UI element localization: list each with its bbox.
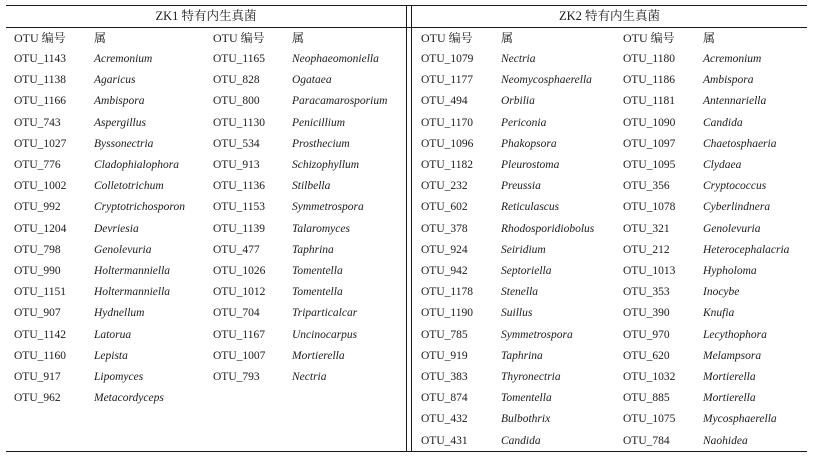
genus-cell: Melampsora (703, 349, 762, 362)
genus-cell: Mortierella (292, 349, 345, 362)
otu-id-cell: OTU_942 (421, 265, 468, 277)
genus-cell: Rhodosporidiobolus (501, 222, 595, 235)
genus-cell: Periconia (501, 116, 547, 129)
otu-id-cell: OTU_431 (421, 434, 468, 447)
section-divider-left (406, 5, 407, 452)
otu-id-cell: OTU_1097 (623, 137, 676, 150)
genus-cell: Stilbella (292, 180, 331, 193)
genus-cell: Hypholoma (703, 265, 757, 277)
zk1-header-otu-2: OTU 编号 (213, 31, 265, 45)
otu-id-cell: OTU_1136 (213, 180, 265, 193)
otu-id-cell: OTU_1151 (14, 286, 66, 299)
genus-cell: Byssonectria (94, 137, 154, 150)
zk2-header-otu-2: OTU 编号 (623, 31, 675, 45)
genus-cell: Triparticalcar (292, 307, 358, 320)
otu-id-cell: OTU_1166 (14, 95, 66, 108)
otu-id-cell: OTU_383 (421, 371, 468, 383)
otu-id-cell: OTU_1204 (14, 222, 67, 235)
otu-id-cell: OTU_534 (213, 137, 260, 150)
genus-cell: Orbilia (501, 95, 535, 108)
genus-cell: Colletotrichum (94, 180, 164, 193)
genus-cell: Lepista (94, 349, 128, 362)
genus-cell: Mycosphaerella (703, 413, 777, 426)
genus-cell: Naohidea (703, 434, 748, 447)
otu-id-cell: OTU_785 (421, 328, 468, 341)
genus-cell: Taphrina (501, 349, 543, 362)
genus-cell: Paracamarosporium (292, 95, 388, 108)
otu-id-cell: OTU_1013 (623, 265, 676, 277)
zk1-header-otu-1: OTU 编号 (14, 31, 66, 45)
genus-cell: Mortierella (703, 371, 756, 383)
otu-id-cell: OTU_1075 (623, 413, 676, 426)
otu-id-cell: OTU_1143 (14, 53, 66, 65)
genus-cell: Latorua (94, 328, 132, 341)
otu-id-cell: OTU_924 (421, 243, 468, 256)
otu-id-cell: OTU_1090 (623, 116, 676, 129)
otu-id-cell: OTU_990 (14, 265, 61, 277)
genus-cell: Aspergillus (94, 116, 146, 129)
otu-id-cell: OTU_793 (213, 371, 260, 383)
genus-cell: Cladophialophora (94, 159, 179, 171)
otu-id-cell: OTU_1182 (421, 159, 473, 171)
otu-id-cell: OTU_798 (14, 243, 61, 256)
genus-cell: Pleurostoma (501, 159, 560, 171)
zk1-header-genus-2: 属 (292, 31, 305, 45)
genus-cell: Preussia (501, 180, 541, 193)
genus-cell: Hydnellum (94, 307, 145, 320)
zk2-header-genus-2: 属 (703, 31, 716, 45)
genus-cell: Neomycosphaerella (501, 74, 592, 87)
otu-id-cell: OTU_917 (14, 371, 61, 383)
genus-cell: Devriesia (94, 222, 139, 235)
otu-id-cell: OTU_1165 (213, 53, 265, 65)
genus-cell: Cryptotrichosporon (94, 201, 185, 214)
otu-id-cell: OTU_602 (421, 201, 468, 214)
genus-cell: Symmetrospora (292, 201, 364, 214)
otu-id-cell: OTU_1007 (213, 349, 266, 362)
otu-id-cell: OTU_1180 (623, 53, 675, 65)
zk2-header-otu-1: OTU 编号 (421, 31, 473, 45)
otu-id-cell: OTU_1096 (421, 137, 474, 150)
genus-cell: Genolevuria (94, 243, 152, 256)
otu-id-cell: OTU_353 (623, 286, 670, 299)
otu-id-cell: OTU_1178 (421, 286, 473, 299)
otu-id-cell: OTU_1002 (14, 180, 67, 193)
otu-id-cell: OTU_1167 (213, 328, 265, 341)
otu-id-cell: OTU_800 (213, 95, 260, 108)
otu-id-cell: OTU_1139 (213, 222, 265, 235)
otu-id-cell: OTU_356 (623, 180, 670, 193)
section-divider-right (411, 5, 412, 452)
otu-id-cell: OTU_885 (623, 392, 670, 405)
otu-id-cell: OTU_1181 (623, 95, 675, 108)
otu-id-cell: OTU_1186 (623, 74, 675, 87)
genus-cell: Nectria (292, 371, 327, 383)
otu-id-cell: OTU_620 (623, 349, 670, 362)
otu-id-cell: OTU_1190 (421, 307, 473, 320)
otu-id-cell: OTU_390 (623, 307, 670, 320)
otu-id-cell: OTU_1160 (14, 349, 66, 362)
otu-id-cell: OTU_1177 (421, 74, 473, 87)
genus-cell: Ogataea (292, 74, 332, 87)
otu-id-cell: OTU_992 (14, 201, 61, 214)
otu-id-cell: OTU_1130 (213, 116, 265, 129)
otu-id-cell: OTU_1032 (623, 371, 676, 383)
genus-cell: Schizophyllum (292, 159, 360, 171)
otu-id-cell: OTU_970 (623, 328, 670, 341)
otu-id-cell: OTU_477 (213, 243, 260, 256)
genus-cell: Acremonium (703, 53, 762, 65)
otu-id-cell: OTU_1142 (14, 328, 66, 341)
otu-id-cell: OTU_432 (421, 413, 468, 426)
genus-cell: Candida (703, 116, 743, 129)
otu-id-cell: OTU_919 (421, 349, 468, 362)
genus-cell: Candida (501, 434, 541, 447)
genus-cell: Agaricus (94, 74, 136, 87)
otu-id-cell: OTU_494 (421, 95, 468, 108)
genus-cell: Prosthecium (292, 137, 350, 150)
genus-cell: Tomentella (501, 392, 552, 405)
otu-id-cell: OTU_784 (623, 434, 670, 447)
genus-cell: Taphrina (292, 243, 334, 256)
genus-cell: Cyberlindnera (703, 201, 771, 214)
genus-cell: Ambispora (94, 95, 145, 108)
otu-id-cell: OTU_232 (421, 180, 468, 193)
genus-cell: Mortierella (703, 392, 756, 405)
otu-id-cell: OTU_1027 (14, 137, 67, 150)
genus-cell: Phakopsora (501, 137, 557, 150)
genus-cell: Septoriella (501, 265, 552, 277)
genus-cell: Nectria (501, 53, 536, 65)
otu-id-cell: OTU_828 (213, 74, 260, 87)
genus-cell: Lipomyces (94, 371, 144, 383)
otu-id-cell: OTU_1095 (623, 159, 676, 171)
otu-id-cell: OTU_1079 (421, 53, 474, 65)
otu-id-cell: OTU_1138 (14, 74, 66, 87)
otu-id-cell: OTU_1153 (213, 201, 265, 214)
genus-cell: Bulbothrix (501, 413, 551, 426)
genus-cell: Antennariella (703, 95, 767, 108)
zk1-header-genus-1: 属 (94, 31, 107, 45)
genus-cell: Metacordyceps (94, 392, 164, 405)
genus-cell: Clydaea (703, 159, 742, 171)
genus-cell: Stenella (501, 286, 539, 299)
genus-cell: Knufia (703, 307, 735, 320)
otu-id-cell: OTU_962 (14, 392, 61, 405)
genus-cell: Seiridium (501, 243, 546, 256)
genus-cell: Talaromyces (292, 222, 350, 235)
genus-cell: Acremonium (94, 53, 153, 65)
genus-cell: Holtermanniella (94, 265, 171, 277)
genus-cell: Inocybe (703, 286, 740, 299)
genus-cell: Suillus (501, 307, 533, 320)
otu-id-cell: OTU_776 (14, 159, 61, 171)
otu-id-cell: OTU_907 (14, 307, 61, 320)
genus-cell: Heterocephalacria (703, 243, 790, 256)
genus-cell: Symmetrospora (501, 328, 573, 341)
otu-id-cell: OTU_743 (14, 116, 61, 129)
genus-cell: Tomentella (292, 286, 343, 299)
otu-id-cell: OTU_212 (623, 243, 670, 256)
otu-id-cell: OTU_1170 (421, 116, 473, 129)
genus-cell: Ambispora (703, 74, 754, 87)
otu-id-cell: OTU_1012 (213, 286, 266, 299)
zk2-header-genus-1: 属 (501, 31, 514, 45)
genus-cell: Tomentella (292, 265, 343, 277)
genus-cell: Reticulascus (501, 201, 560, 214)
genus-cell: Penicillium (292, 116, 346, 129)
genus-cell: Thyronectria (501, 371, 561, 383)
otu-id-cell: OTU_1026 (213, 265, 266, 277)
genus-cell: Uncinocarpus (292, 328, 358, 341)
otu-id-cell: OTU_913 (213, 159, 260, 171)
otu-id-cell: OTU_1078 (623, 201, 676, 214)
genus-cell: Chaetosphaeria (703, 137, 777, 150)
genus-cell: Lecythophora (703, 328, 767, 341)
otu-id-cell: OTU_704 (213, 307, 260, 320)
genus-cell: Cryptococcus (703, 180, 767, 193)
genus-cell: Neophaeomoniella (292, 53, 379, 65)
zk1-title: ZK1 特有内生真菌 (155, 9, 257, 23)
otu-id-cell: OTU_874 (421, 392, 468, 405)
otu-id-cell: OTU_321 (623, 222, 670, 235)
zk2-title: ZK2 特有内生真菌 (558, 9, 661, 23)
genus-cell: Holtermanniella (94, 286, 171, 299)
genus-cell: Genolevuria (703, 222, 761, 235)
otu-id-cell: OTU_378 (421, 222, 468, 235)
